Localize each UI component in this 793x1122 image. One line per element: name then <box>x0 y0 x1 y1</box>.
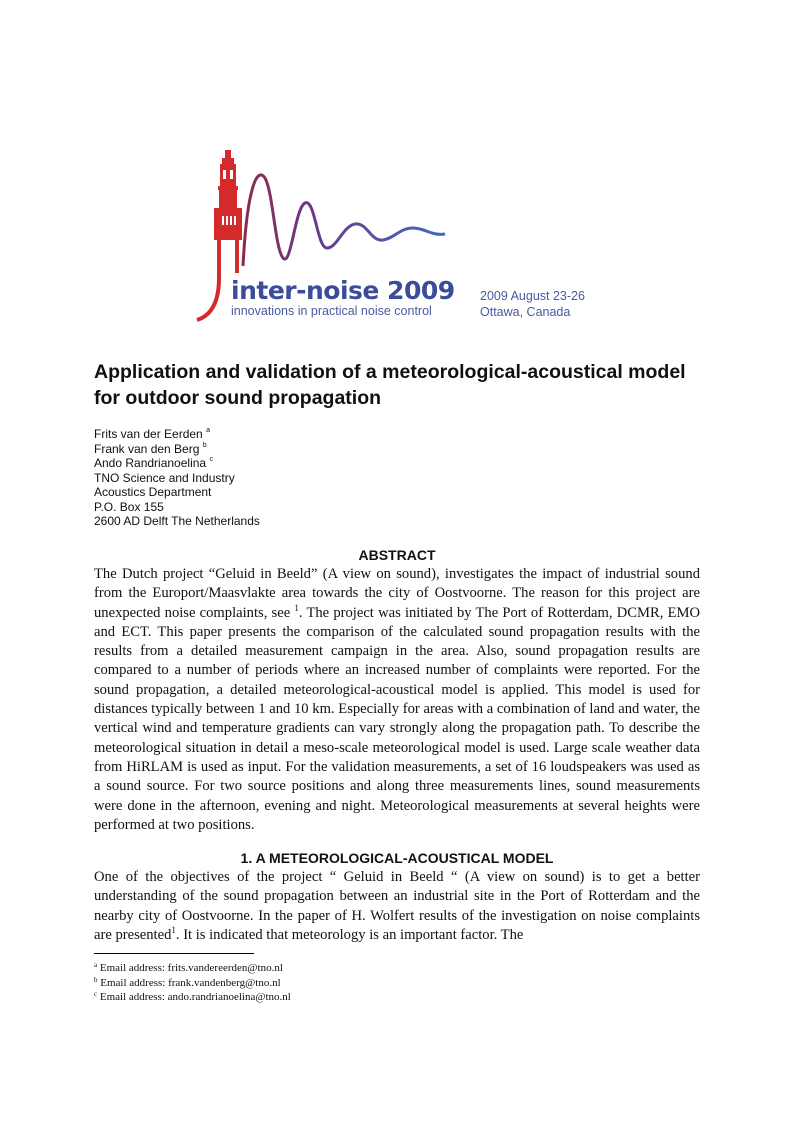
section-1 <box>94 849 700 945</box>
author-mark: a <box>206 427 210 434</box>
conference-location: Ottawa, Canada <box>480 305 571 319</box>
author-name: Frits van der Eerden <box>94 427 203 441</box>
author-block <box>94 427 260 529</box>
footnote-text: Email address: frank.vandenberg@tno.nl <box>100 976 281 989</box>
affiliation-line: TNO Science and Industry <box>94 470 235 485</box>
author-mark: c <box>209 456 213 463</box>
abstract-text-part: . The project was initiated by The Port of Rotterdam, DCMR, EMO and ECT. This paper presents the comparison of the calculated sound propagation results with the results from a detailed measurement campaign in the area. Also, sound propagation results are compared to a number of periods where an increased number of complaints were reported. For the sound propagation, a detailed meteorological-acoustical model is applied. This model is used for distances typically between 1 and 10 km. Especially for areas with a combination of land and water, the vertical wind and temperature gradients can vary strongly along the propagation path. To describe the meteorological situation in detail a meso-scale meteorological model is used. Large scale weather data from HiRLAM is used as input. For the validation measurements, a set of 16 loudspeakers was used as a sound source. For two source positions and along three measurements lines, sound measurements were done in the afternoon, evening and night. Meteorological measurements at several heights were performed at two positions. <box>94 604 700 833</box>
author-line <box>94 427 260 442</box>
author-line <box>94 456 260 471</box>
footnote <box>94 976 291 991</box>
footnote-mark: b <box>94 975 98 984</box>
footnote <box>94 990 291 1005</box>
conference-date: 2009 August 23-26 <box>480 289 585 303</box>
section-1-heading: 1. A METEOROLOGICAL-ACOUSTICAL MODEL <box>240 850 554 866</box>
affiliation-line: Acoustics Department <box>94 485 212 499</box>
author-name: Frank van den Berg <box>94 441 200 456</box>
abstract-section <box>94 546 700 835</box>
abstract-text <box>94 565 700 835</box>
author-name: Ando Randrianoelina <box>94 456 207 470</box>
paper-title: Application and validation of a meteorological-acoustical model for outdoor sound propagation <box>94 361 686 409</box>
reference-mark: 1 <box>171 924 176 935</box>
affiliation-line: 2600 AD Delft The Netherlands <box>94 514 260 528</box>
conference-date-location <box>480 288 585 320</box>
section-1-text <box>94 868 700 945</box>
affiliation-line: P.O. Box 155 <box>94 499 164 514</box>
footnote-mark: c <box>94 990 98 998</box>
author-mark: b <box>202 441 207 449</box>
section-1-text-part: One of the objectives of the project “ Geluid in Beeld “ (A view on sound) is to get a better understanding of the sound propagation between an industrial site in the Port of Rotterdam and the nearby city of Oostvoorne. In the paper of H. Wolfert results of the investigation on noise complaints are presented <box>94 869 700 943</box>
section-1-text-part: . It is indicated that meteorology is an important factor. The <box>175 926 524 943</box>
abstract-heading: ABSTRACT <box>358 547 436 563</box>
abstract-text-part: The Dutch project “Geluid in Beeld” (A view on sound), investigates the impact of industrial sound from the Europort/Maasvlakte area towards the city of Oostvoorne. The reason for this project are unexpected noise complaints, see <box>94 566 700 621</box>
logo-wordmark: inter-noise 2009 <box>231 276 455 305</box>
footnote-text: Email address: frits.vandereerden@tno.nl <box>99 962 283 974</box>
footnote-divider <box>94 953 254 954</box>
footnote <box>94 961 291 976</box>
footnotes <box>94 961 291 1005</box>
author-line <box>94 442 260 457</box>
conference-logo <box>195 148 605 323</box>
reference-mark: 1 <box>294 602 299 613</box>
logo-tagline: innovations in practical noise control <box>231 304 432 318</box>
footnote-mark: a <box>94 961 98 969</box>
footnote-text: Email address: ando.randrianoelina@tno.nl <box>99 991 291 1003</box>
